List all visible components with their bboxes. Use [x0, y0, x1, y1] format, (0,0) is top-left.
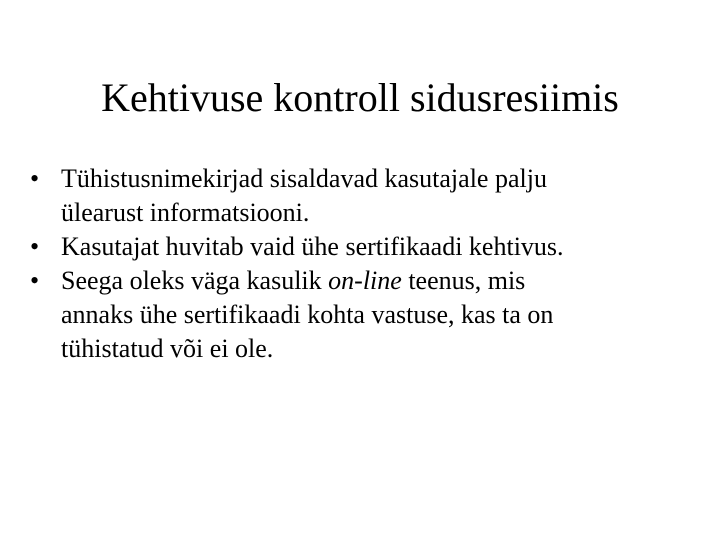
bullet-3-line-2: annaks ühe sertifikaadi kohta vastuse, kas ta on — [61, 300, 554, 329]
slide-title: Kehtivuse kontroll sidusresiimis — [101, 75, 619, 120]
bullet-item-3 — [30, 264, 706, 366]
bullet-1-line-1: Tühistusnimekirjad sisaldavad kasutajale palju — [61, 164, 547, 193]
bullet-list — [30, 162, 706, 366]
bullet-marker: • — [30, 164, 40, 193]
bullet-3-line-3: tühistatud või ei ole. — [61, 334, 274, 363]
bullet-2-line-1: Kasutajat huvitab vaid ühe sertifikaadi kehtivus. — [61, 232, 564, 261]
bullet-1-line-2: ülearust informatsiooni. — [61, 198, 310, 227]
bullet-3-line-1 — [61, 264, 706, 298]
bullet-marker: • — [30, 232, 40, 261]
bullet-item-1 — [30, 162, 706, 230]
bullet-3-text-before: Seega oleks väga kasulik — [61, 266, 329, 295]
bullet-item-2 — [30, 230, 706, 264]
bullet-3-text-after: teenus, mis — [401, 266, 526, 295]
bullet-marker: • — [30, 266, 40, 295]
online-emphasis: on-line — [328, 266, 402, 295]
